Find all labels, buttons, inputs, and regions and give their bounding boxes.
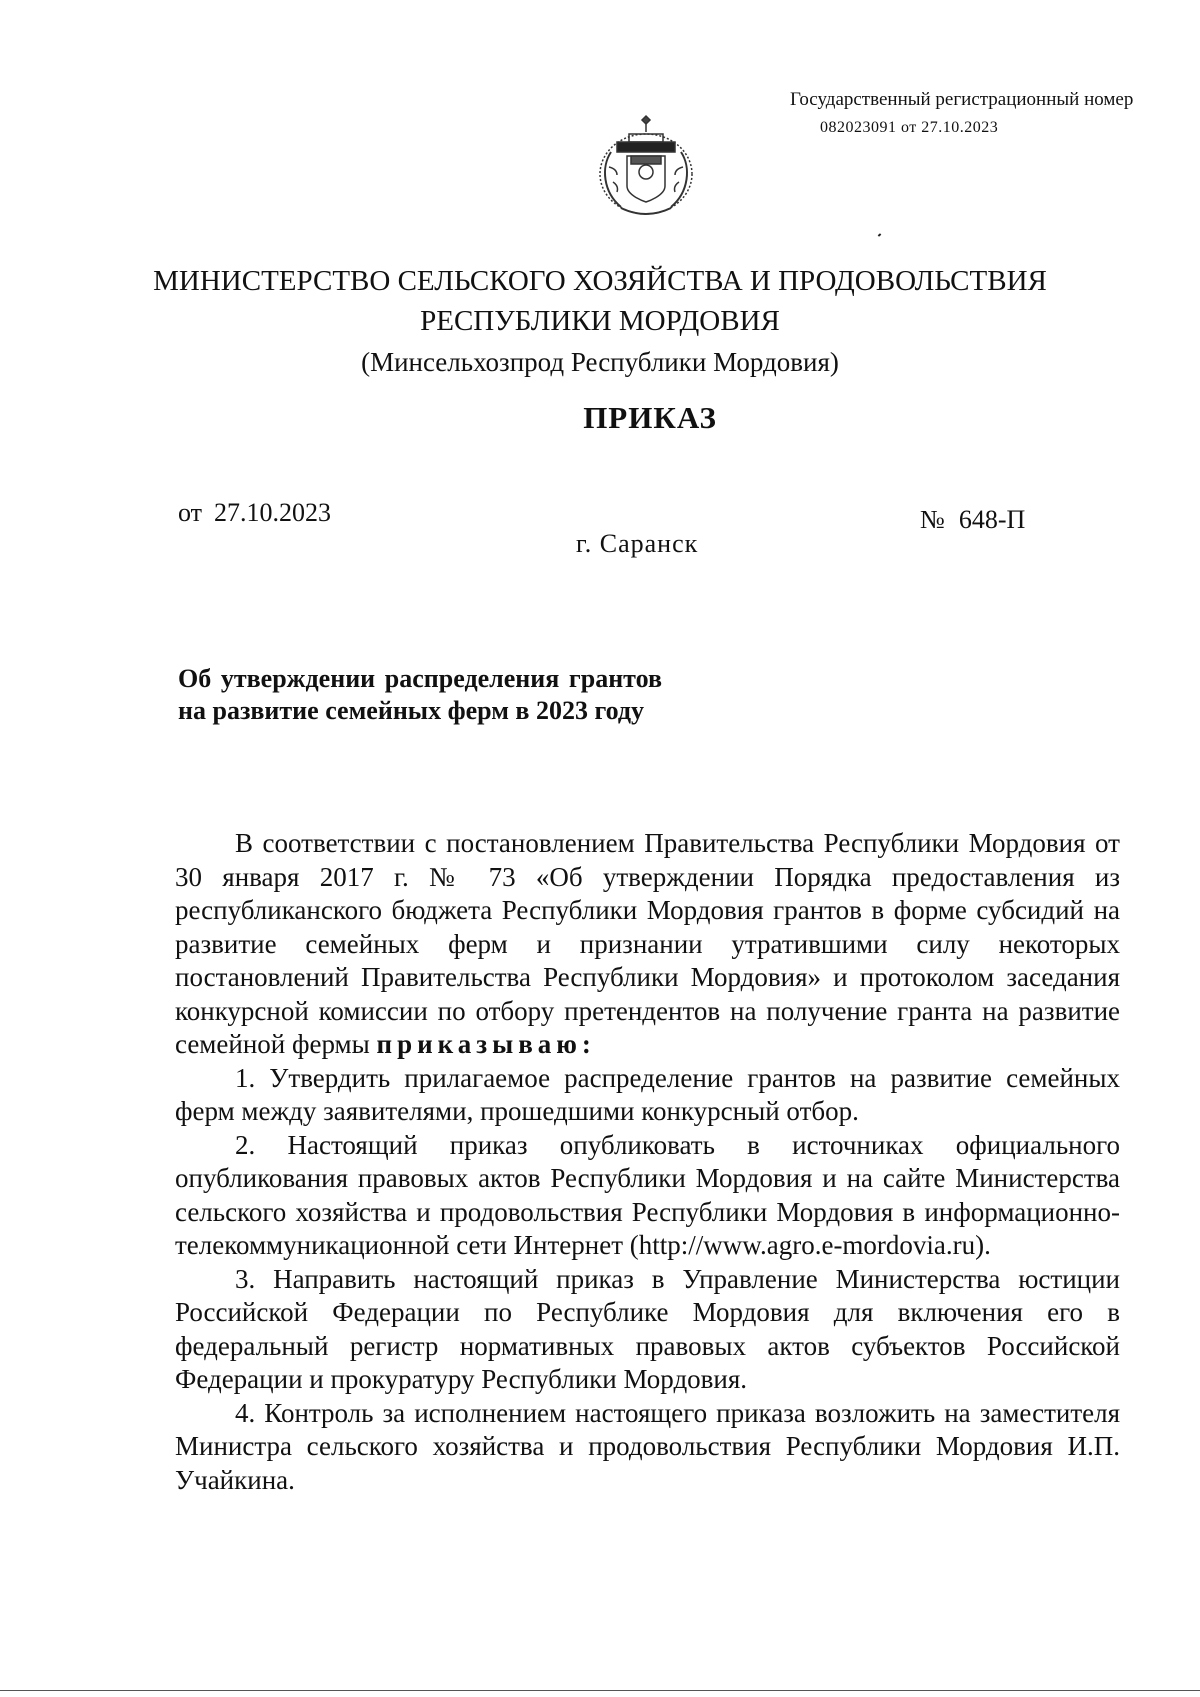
order-number-prefix: № <box>920 505 945 534</box>
registration-label: Государственный регистрационный номер <box>790 89 1134 110</box>
ministry-name-line1: МИНИСТЕРСТВО СЕЛЬСКОГО ХОЗЯЙСТВА И ПРОДОВОЛЬСТВИЯ <box>153 265 1047 297</box>
order-date <box>178 498 331 528</box>
document-type-title: ПРИКАЗ <box>583 400 717 435</box>
order-item-2: 2. Настоящий приказ опубликовать в источниках официального опубликования правовых актов Республики Мордовия и на сайте Министерства сельского хозяйства и продовольствия Республики Мордовия в информационно-телекоммуникационной сети Интернет (http://www.agro.e-mordovia.ru). <box>175 1129 1120 1260</box>
preamble-text: В соответствии с постановлением Правительства Республики Мордовия от 30 января 2017 г. № 73 «Об утверждении Порядка предоставления из республиканского бюджета Республики Мордовия грантов в форме субсидий на развитие семейных ферм и признании утратившими силу некоторых постановлений Правительства Республики Мордовия» и протоколом заседания конкурсной комиссии по отбору претендентов на получение гранта на развитие семейной фермы <box>175 828 1120 1059</box>
order-number-value: 648-П <box>958 505 1026 534</box>
order-word: приказываю: <box>376 1029 596 1059</box>
scan-bottom-edge <box>0 1690 1200 1691</box>
order-subject: Об утверждении распределения грантов на развитие семейных ферм в 2023 году <box>178 664 662 725</box>
scan-mark <box>878 233 882 236</box>
registration-stamp <box>790 86 1170 142</box>
registration-number-line <box>790 114 1170 142</box>
order-date-value: 27.10.2023 <box>214 498 332 527</box>
ministry-name-line2: РЕСПУБЛИКИ МОРДОВИЯ <box>420 305 780 337</box>
coat-of-arms-emblem-icon <box>591 112 701 222</box>
ministry-header <box>100 261 1100 383</box>
registration-date-prefix: от <box>901 119 917 136</box>
order-preamble <box>175 827 1120 1062</box>
registration-number: 082023091 <box>820 119 897 136</box>
order-item-3: 3. Направить настоящий приказ в Управление Министерства юстиции Российской Федерации по Республике Мордовия для включения его в федеральный регистр нормативных правовых актов субъектов Российской Федерации и прокуратуру Республики Мордовия. <box>175 1263 1120 1394</box>
order-item-1: 1. Утвердить прилагаемое распределение грантов на развитие семейных ферм между заявителями, прошедшими конкурсный отбор. <box>175 1062 1120 1126</box>
order-item-4: 4. Контроль за исполнением настоящего приказа возложить на заместителя Министра сельского хозяйства и продовольствия Республики Мордовия И.П. Учайкина. <box>175 1397 1120 1495</box>
order-body <box>175 827 1120 1497</box>
order-city: г. Саранск <box>576 529 699 558</box>
order-date-prefix: от <box>178 498 203 527</box>
order-number <box>920 505 1025 535</box>
registration-date: 27.10.2023 <box>921 119 999 136</box>
ministry-short-name: (Минсельхозпрод Республики Мордовия) <box>361 347 839 377</box>
